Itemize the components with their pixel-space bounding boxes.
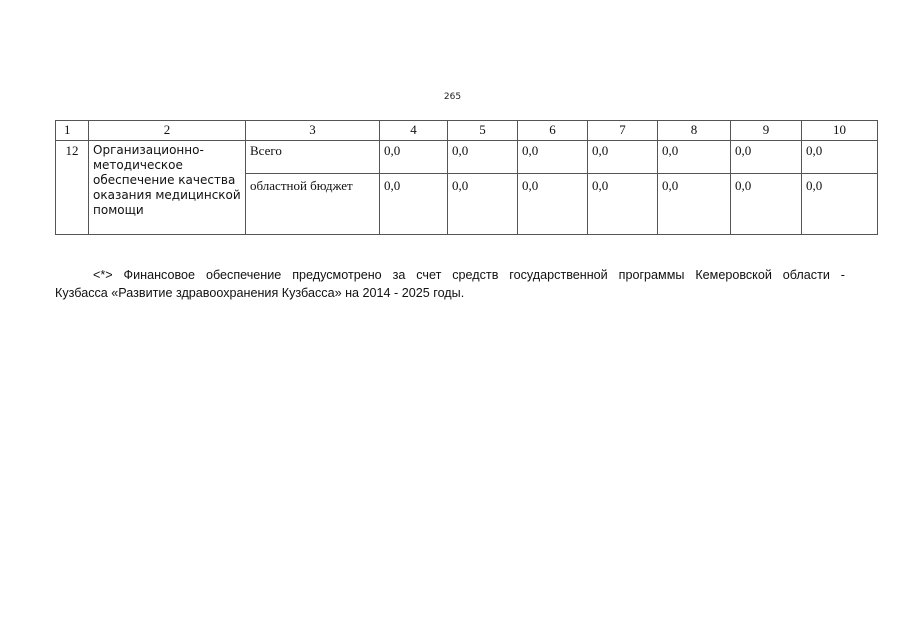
row-name: Организационно-методическое обеспечение качества оказания медицинской помощи [89, 141, 246, 235]
value-cell: 0,0 [802, 174, 878, 235]
column-header: 10 [802, 121, 878, 141]
value-cell: 0,0 [518, 174, 588, 235]
source-label: Всего [246, 141, 380, 174]
column-header: 7 [588, 121, 658, 141]
value-cell: 0,0 [802, 141, 878, 174]
value-cell: 0,0 [588, 141, 658, 174]
value-cell: 0,0 [448, 141, 518, 174]
value-cell: 0,0 [448, 174, 518, 235]
footnote-line-1: <*> Финансовое обеспечение предусмотрено за счет средств государственной программы Кемеровской области - [93, 268, 845, 282]
footnote [55, 266, 845, 302]
column-header: 5 [448, 121, 518, 141]
row-number: 12 [56, 141, 89, 235]
value-cell: 0,0 [731, 141, 802, 174]
column-header: 6 [518, 121, 588, 141]
column-header: 1 [56, 121, 89, 141]
column-header: 9 [731, 121, 802, 141]
column-header: 8 [658, 121, 731, 141]
table-header-row [56, 121, 878, 141]
footnote-line-2: Кузбасса «Развитие здравоохранения Кузбасса» на 2014 - 2025 годы. [55, 286, 465, 300]
value-cell: 0,0 [658, 174, 731, 235]
column-header: 2 [89, 121, 246, 141]
page-number: 265 [443, 92, 462, 102]
value-cell: 0,0 [588, 174, 658, 235]
table-row [56, 141, 878, 174]
value-cell: 0,0 [518, 141, 588, 174]
value-cell: 0,0 [731, 174, 802, 235]
source-label: областной бюджет [246, 174, 380, 235]
column-header: 4 [380, 121, 448, 141]
value-cell: 0,0 [658, 141, 731, 174]
column-header: 3 [246, 121, 380, 141]
value-cell: 0,0 [380, 174, 448, 235]
value-cell: 0,0 [380, 141, 448, 174]
financing-table [55, 120, 878, 235]
